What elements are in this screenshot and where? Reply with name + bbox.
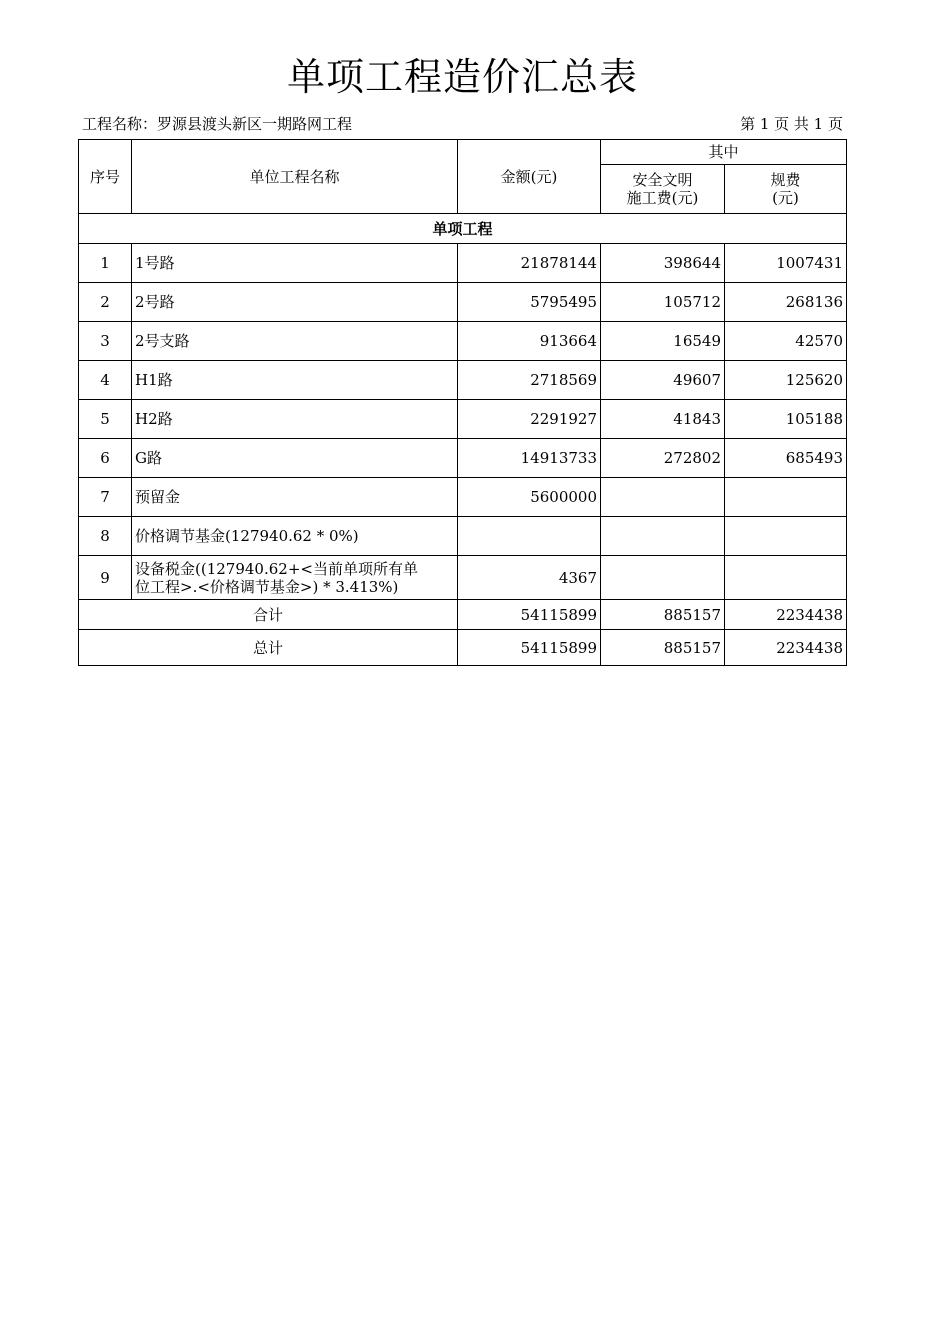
total-amount: 54115899: [458, 630, 601, 666]
row-safety: 272802: [601, 439, 725, 478]
row-safety: [601, 478, 725, 517]
row-amount: 2718569: [458, 361, 601, 400]
row-index: 9: [79, 556, 132, 600]
row-index: 6: [79, 439, 132, 478]
row-name-line1: 设备税金((127940.62+<当前单项所有单: [135, 559, 418, 578]
row-index: 3: [79, 322, 132, 361]
row-safety: 398644: [601, 244, 725, 283]
header-of-which: 其中: [601, 140, 847, 165]
row-fees: [725, 478, 847, 517]
row-amount: 14913733: [458, 439, 601, 478]
row-name: 预留金: [132, 478, 458, 517]
row-amount: 2291927: [458, 400, 601, 439]
section-row: [79, 214, 847, 244]
total-label: 总计: [79, 630, 458, 666]
header-safety-line2: 施工费(元): [626, 189, 699, 207]
row-amount: 4367: [458, 556, 601, 600]
row-name: H2路: [132, 400, 458, 439]
row-fees: 268136: [725, 283, 847, 322]
row-amount: 913664: [458, 322, 601, 361]
page-title: 单项工程造价汇总表: [286, 55, 638, 99]
total-row: [79, 630, 847, 666]
row-name: 2号路: [132, 283, 458, 322]
row-index: 4: [79, 361, 132, 400]
row-name: [132, 556, 458, 600]
table-row: [79, 517, 847, 556]
header-index: 序号: [79, 140, 132, 214]
row-name: H1路: [132, 361, 458, 400]
row-amount: 5600000: [458, 478, 601, 517]
row-safety: 105712: [601, 283, 725, 322]
page-info: 第 1 页 共 1 页: [740, 115, 843, 133]
row-fees: 105188: [725, 400, 847, 439]
table-row: [79, 400, 847, 439]
row-fees: 1007431: [725, 244, 847, 283]
row-name: 价格调节基金(127940.62 * 0%): [132, 517, 458, 556]
row-index: 8: [79, 517, 132, 556]
row-safety: 41843: [601, 400, 725, 439]
header-row: [79, 140, 847, 165]
section-title: 单项工程: [79, 214, 847, 244]
row-index: 2: [79, 283, 132, 322]
row-fees: 42570: [725, 322, 847, 361]
header-fees-line1: 规费: [770, 171, 801, 189]
row-fees: [725, 556, 847, 600]
header-fees: [725, 165, 847, 214]
table-row: [79, 244, 847, 283]
table-row: [79, 283, 847, 322]
subtotal-label: 合计: [79, 600, 458, 630]
cost-summary-table: [78, 139, 847, 666]
row-name: 1号路: [132, 244, 458, 283]
subtotal-amount: 54115899: [458, 600, 601, 630]
row-amount: [458, 517, 601, 556]
subtotal-row: [79, 600, 847, 630]
row-safety: [601, 556, 725, 600]
row-amount: 5795495: [458, 283, 601, 322]
row-name: G路: [132, 439, 458, 478]
subtotal-fees: 2234438: [725, 600, 847, 630]
header-amount: 金额(元): [458, 140, 601, 214]
row-safety: 49607: [601, 361, 725, 400]
table-row: [79, 361, 847, 400]
row-fees: [725, 517, 847, 556]
row-amount: 21878144: [458, 244, 601, 283]
total-safety: 885157: [601, 630, 725, 666]
table-row: [79, 556, 847, 600]
row-index: 7: [79, 478, 132, 517]
row-safety: [601, 517, 725, 556]
header-fees-line2: (元): [772, 189, 799, 207]
row-fees: 125620: [725, 361, 847, 400]
table-row: [79, 322, 847, 361]
row-index: 5: [79, 400, 132, 439]
row-fees: 685493: [725, 439, 847, 478]
row-index: 1: [79, 244, 132, 283]
row-name: 2号支路: [132, 322, 458, 361]
row-safety: 16549: [601, 322, 725, 361]
header-name: 单位工程名称: [132, 140, 458, 214]
subtotal-safety: 885157: [601, 600, 725, 630]
header-safety-fee: [601, 165, 725, 214]
table-row: [79, 478, 847, 517]
row-name-line2: 位工程>.<价格调节基金>) * 3.413%): [135, 577, 399, 596]
total-fees: 2234438: [725, 630, 847, 666]
project-name: 工程名称：罗源县渡头新区一期路网工程: [82, 115, 353, 133]
header-safety-line1: 安全文明: [632, 171, 693, 189]
table-row: [79, 439, 847, 478]
